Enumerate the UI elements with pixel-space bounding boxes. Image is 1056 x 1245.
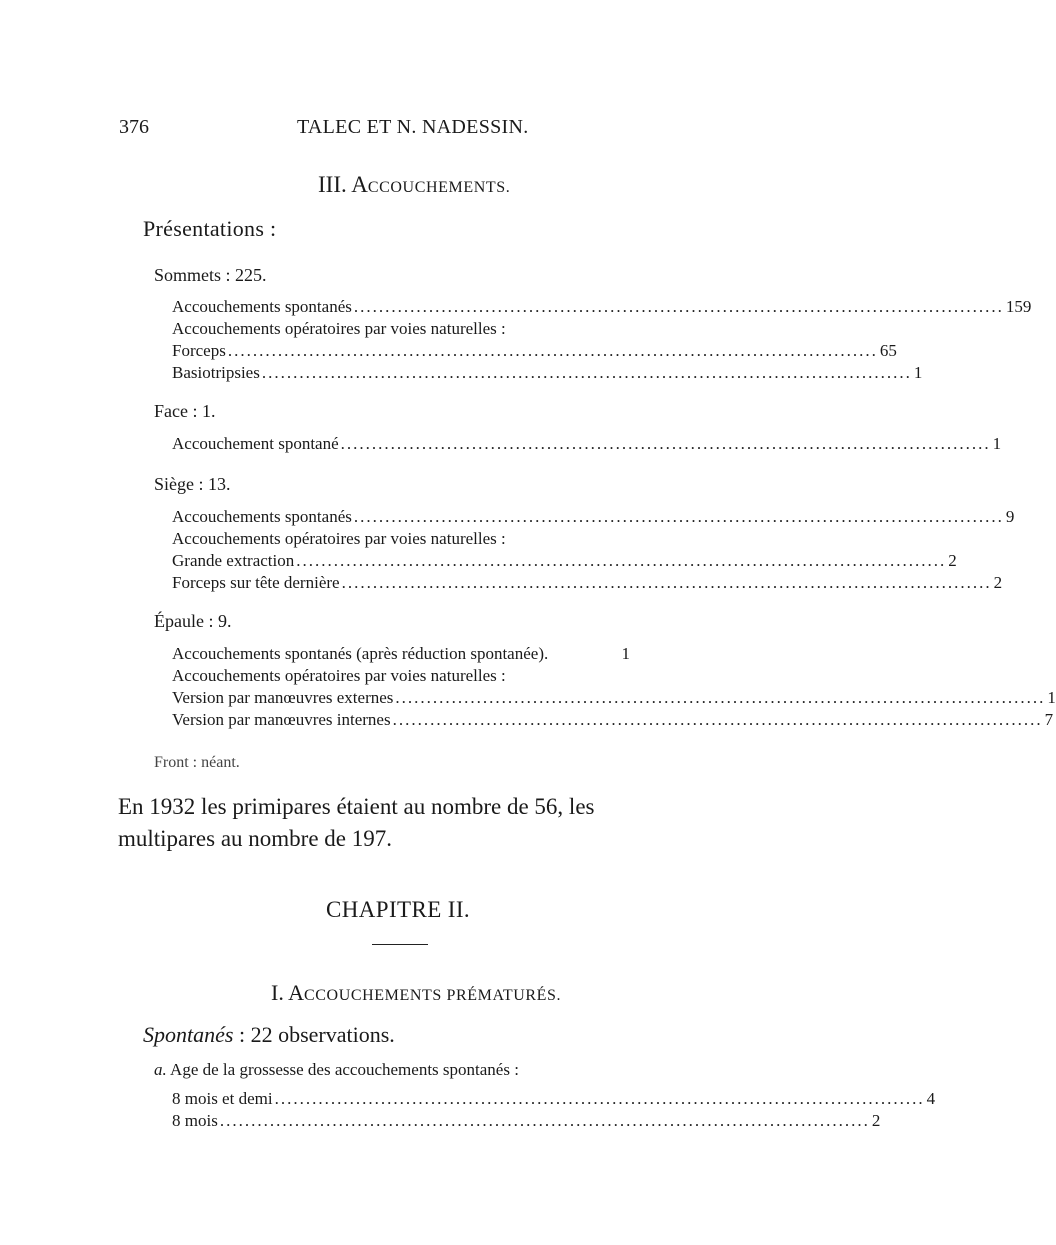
group-label-epaule: Épaule : 9. <box>154 611 232 631</box>
paragraph-line-2: multipares au nombre de 197. <box>118 826 393 851</box>
table-row <box>172 687 1056 709</box>
row-value: 2 <box>871 1111 881 1130</box>
spontanes-label: Spontanés <box>143 1022 234 1047</box>
section-title-initial: A <box>351 172 368 197</box>
spontanes-rest: : 22 observations. <box>233 1022 395 1047</box>
section2-title <box>271 980 561 1006</box>
subheading-a <box>154 1060 519 1080</box>
table-row <box>172 1088 936 1110</box>
row-label: 8 mois <box>172 1111 218 1130</box>
section2-title-initial: A <box>288 980 305 1005</box>
row-value: 7 <box>1044 710 1054 729</box>
row-value: 65 <box>879 341 897 360</box>
row-value: 159 <box>1005 297 1032 316</box>
table-row <box>172 550 957 572</box>
table-row <box>172 709 1054 731</box>
group-label-face: Face : 1. <box>154 401 216 421</box>
row-label: Accouchements opératoires par voies naturelles : <box>172 319 506 338</box>
subheading-a-text: Age de la grossesse des accouchements spontanés : <box>166 1060 519 1079</box>
running-head: TALEC ET N. NADESSIN. <box>297 116 529 138</box>
section2-title-rest: CCOUCHEMENTS PRÉMATURÉS. <box>304 987 562 1004</box>
table-row <box>172 362 923 384</box>
row-value: 2 <box>948 551 957 570</box>
table-row <box>172 318 630 340</box>
row-value: 4 <box>926 1089 936 1108</box>
page-number: 376 <box>119 116 149 138</box>
table-row <box>172 296 1032 318</box>
group-label-sommets: Sommets : 225. <box>154 265 267 285</box>
row-label: Accouchements spontanés (après réduction spontanée). <box>172 644 549 663</box>
row-value: 1 <box>992 434 1002 453</box>
row-label: Accouchements opératoires par voies naturelles : <box>172 529 506 548</box>
leader-dots: ........................................................................................................ <box>353 507 1004 526</box>
row-label: Forceps sur tête dernière <box>172 573 340 592</box>
row-value: 1 <box>1047 688 1056 707</box>
presentations-heading: Présentations : <box>143 216 277 241</box>
front-line: Front : néant. <box>154 754 240 771</box>
row-label: Grande extraction <box>172 551 295 570</box>
row-value: 2 <box>993 573 1003 592</box>
paragraph-line-1: En 1932 les primipares étaient au nombre de 56, les <box>118 794 595 819</box>
table-row <box>172 643 630 665</box>
table-row <box>172 665 630 687</box>
leader-dots: ........................................................................................................ <box>219 1111 870 1130</box>
leader-dots: ........................................................................................................ <box>261 363 912 382</box>
row-label: Forceps <box>172 341 226 360</box>
row-value: 1 <box>621 644 630 663</box>
table-row <box>172 340 897 362</box>
section-title <box>318 172 510 198</box>
row-label: Accouchements opératoires par voies naturelles : <box>172 666 506 685</box>
leader-dots: ........................................................................................................ <box>341 573 992 592</box>
table-row <box>172 528 630 550</box>
leader-dots: ........................................................................................................ <box>340 434 991 453</box>
table-row <box>172 433 1002 455</box>
row-label: Version par manœuvres externes <box>172 688 394 707</box>
row-label: Accouchement spontané <box>172 434 339 453</box>
leader-dots: ........................................................................................................ <box>296 551 947 570</box>
row-value: 9 <box>1005 507 1015 526</box>
leader-dots: ........................................................................................................ <box>227 341 878 360</box>
section-numeral: III. <box>318 172 347 197</box>
group-label-siege: Siège : 13. <box>154 474 231 494</box>
row-label: Version par manœuvres internes <box>172 710 391 729</box>
chapter-title: CHAPITRE II. <box>326 897 471 922</box>
table-row <box>172 506 1015 528</box>
leader-dots: ........................................................................................................ <box>392 710 1043 729</box>
row-value: 1 <box>913 363 923 382</box>
table-row <box>172 1110 881 1132</box>
subheading-a-marker: a. <box>154 1060 167 1079</box>
leader-dots: ........................................................................................................ <box>353 297 1004 316</box>
leader-dots: ........................................................................................................ <box>395 688 1046 707</box>
row-label: Accouchements spontanés <box>172 297 352 316</box>
spontanes-heading <box>143 1022 395 1048</box>
row-label: 8 mois et demi <box>172 1089 273 1108</box>
leader-dots: ........................................................................................................ <box>274 1089 925 1108</box>
section2-numeral: I. <box>271 980 284 1005</box>
table-row <box>172 572 1003 594</box>
row-label: Basiotripsies <box>172 363 260 382</box>
divider-rule <box>372 944 428 945</box>
row-label: Accouchements spontanés <box>172 507 352 526</box>
section-title-rest: CCOUCHEMENTS. <box>367 179 511 196</box>
